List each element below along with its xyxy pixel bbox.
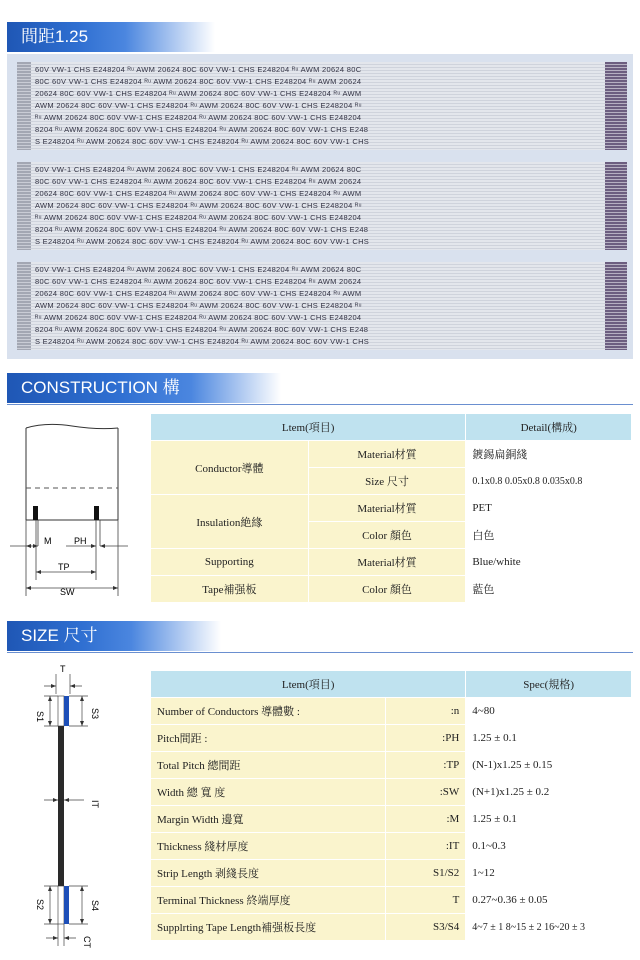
construction-attr: Material材質: [308, 495, 466, 522]
size-item-name: Strip Length 剥綫長度: [151, 860, 386, 887]
construction-detail: 0.1x0.8 0.05x0.8 0.035x0.8: [466, 468, 632, 495]
construction-title: CONSTRUCTION 構造: [21, 378, 180, 427]
cable-strip: [17, 62, 627, 150]
size-item-spec: 1.25 ± 0.1: [466, 806, 632, 833]
construction-detail: PET: [466, 495, 632, 522]
cable-print-line: S E248204 ᴿᵘ AWM 20624 80C 60V VW-1 CHS E248204 ᴿᵘ AWM 20624 80C 60V VW-1 CHS: [35, 137, 370, 146]
size-item-spec: 0.1~0.3: [466, 833, 632, 860]
size-diagram: [30, 660, 110, 950]
cable-print-line: ᴿᵘ AWM 20624 80C 60V VW-1 CHS E248204 ᴿᵘ AWM 20624 80C 60V VW-1 CHS E248204: [35, 313, 362, 322]
label-ph: PH: [74, 536, 87, 546]
cable-print-line: AWM 20624 80C 60V VW-1 CHS E248204 ᴿᵘ AWM 20624 80C 60V VW-1 CHS E248204 ᴿᵘ: [35, 301, 362, 310]
construction-detail-header: Detail(構成): [466, 414, 632, 441]
construction-detail: 白色: [466, 522, 632, 549]
label-s1: S1: [35, 711, 45, 723]
size-item-name: Width 總 寬 度: [151, 779, 386, 806]
construction-detail: 藍色: [466, 576, 632, 603]
size-item-name: Thickness 綫材厚度: [151, 833, 386, 860]
label-ct: CT: [82, 936, 92, 948]
size-item-symbol: :SW: [386, 779, 466, 806]
cable-photo: [7, 54, 633, 359]
size-item-symbol: :IT: [386, 833, 466, 860]
construction-group: Insulation絶緣: [151, 495, 309, 549]
construction-detail: Blue/white: [466, 549, 632, 576]
label-t: T: [60, 664, 66, 674]
label-it: IT: [90, 800, 100, 808]
construction-attr: Color 顏色: [308, 576, 466, 603]
construction-item-header: Ltem(項目): [151, 414, 466, 441]
cable-print-line: 20624 80C 60V VW-1 CHS E248204 ᴿᵘ AWM 20624 80C 60V VW-1 CHS E248204 ᴿᵘ AWM: [35, 89, 362, 98]
size-item-spec: 4~80: [466, 698, 632, 725]
cable-print-line: 60V VW-1 CHS E248204 ᴿᵘ AWM 20624 80C 60V VW-1 CHS E248204 ᴿᵘ AWM 20624 80C: [35, 265, 362, 274]
size-item-symbol: S1/S2: [386, 860, 466, 887]
cable-print-line: S E248204 ᴿᵘ AWM 20624 80C 60V VW-1 CHS E248204 ᴿᵘ AWM 20624 80C 60V VW-1 CHS: [35, 237, 370, 246]
size-spec-header: Spec(規格): [466, 671, 632, 698]
construction-detail: 鍍錫扁銅綫: [466, 441, 632, 468]
construction-attr: Size 尺寸: [308, 468, 466, 495]
cable-print-line: ᴿᵘ AWM 20624 80C 60V VW-1 CHS E248204 ᴿᵘ AWM 20624 80C 60V VW-1 CHS E248204: [35, 113, 362, 122]
cable-print-line: 80C 60V VW-1 CHS E248204 ᴿᵘ AWM 20624 80C 60V VW-1 CHS E248204 ᴿᵘ AWM 20624: [35, 177, 362, 186]
title-banner: [7, 22, 125, 52]
construction-attr: Color 顏色: [308, 522, 466, 549]
size-item-name: Margin Width 邊寬: [151, 806, 386, 833]
cable-print-line: 20624 80C 60V VW-1 CHS E248204 ᴿᵘ AWM 20624 80C 60V VW-1 CHS E248204 ᴿᵘ AWM: [35, 289, 362, 298]
size-item-name: Number of Conductors 導體數 :: [151, 698, 386, 725]
size-item-name: Terminal Thickness 終端厚度: [151, 887, 386, 914]
size-table: [150, 670, 632, 941]
cable-strip: [17, 262, 627, 350]
cable-print-line: ᴿᵘ AWM 20624 80C 60V VW-1 CHS E248204 ᴿᵘ AWM 20624 80C 60V VW-1 CHS E248204: [35, 213, 362, 222]
page-title: 間距1.25: [21, 27, 89, 46]
label-s3: S3: [90, 708, 100, 720]
cable-print-line: 80C 60V VW-1 CHS E248204 ᴿᵘ AWM 20624 80C 60V VW-1 CHS E248204 ᴿᵘ AWM 20624: [35, 277, 362, 286]
cable-strip: [17, 162, 627, 250]
cable-print-line: 20624 80C 60V VW-1 CHS E248204 ᴿᵘ AWM 20624 80C 60V VW-1 CHS E248204 ᴿᵘ AWM: [35, 189, 362, 198]
size-title: SIZE 尺寸: [21, 626, 98, 645]
size-item-symbol: :TP: [386, 752, 466, 779]
cable-print-line: 80C 60V VW-1 CHS E248204 ᴿᵘ AWM 20624 80C 60V VW-1 CHS E248204 ᴿᵘ AWM 20624: [35, 77, 362, 86]
construction-banner: [7, 373, 191, 427]
cable-print-line: 60V VW-1 CHS E248204 ᴿᵘ AWM 20624 80C 60V VW-1 CHS E248204 ᴿᵘ AWM 20624 80C: [35, 65, 362, 74]
cable-print-line: S E248204 ᴿᵘ AWM 20624 80C 60V VW-1 CHS E248204 ᴿᵘ AWM 20624 80C 60V VW-1 CHS: [35, 337, 370, 346]
cable-print-line: 60V VW-1 CHS E248204 ᴿᵘ AWM 20624 80C 60V VW-1 CHS E248204 ᴿᵘ AWM 20624 80C: [35, 165, 362, 174]
label-s4: S4: [90, 900, 100, 912]
size-item-spec: (N+1)x1.25 ± 0.2: [466, 779, 632, 806]
label-s2: S2: [35, 899, 45, 911]
construction-table: [150, 413, 632, 603]
size-item-name: Total Pitch 總間距: [151, 752, 386, 779]
construction-attr: Material材質: [308, 549, 466, 576]
size-banner: [7, 621, 131, 651]
size-item-spec: 1~12: [466, 860, 632, 887]
cable-print-line: AWM 20624 80C 60V VW-1 CHS E248204 ᴿᵘ AWM 20624 80C 60V VW-1 CHS E248204 ᴿᵘ: [35, 201, 362, 210]
construction-group: Tape補强板: [151, 576, 309, 603]
cable-print-line: 8204 ᴿᵘ AWM 20624 80C 60V VW-1 CHS E248204 ᴿᵘ AWM 20624 80C 60V VW-1 CHS E248: [35, 125, 369, 134]
cable-print-line: 8204 ᴿᵘ AWM 20624 80C 60V VW-1 CHS E248204 ᴿᵘ AWM 20624 80C 60V VW-1 CHS E248: [35, 325, 369, 334]
cable-print-line: 8204 ᴿᵘ AWM 20624 80C 60V VW-1 CHS E248204 ᴿᵘ AWM 20624 80C 60V VW-1 CHS E248: [35, 225, 369, 234]
size-item-symbol: :n: [386, 698, 466, 725]
construction-attr: Material材質: [308, 441, 466, 468]
construction-group: Supporting: [151, 549, 309, 576]
size-item-symbol: T: [386, 887, 466, 914]
size-item-spec: 1.25 ± 0.1: [466, 725, 632, 752]
label-sw: SW: [60, 587, 75, 597]
size-item-spec: (N-1)x1.25 ± 0.15: [466, 752, 632, 779]
size-item-header: Ltem(項目): [151, 671, 466, 698]
cable-print-line: AWM 20624 80C 60V VW-1 CHS E248204 ᴿᵘ AWM 20624 80C 60V VW-1 CHS E248204 ᴿᵘ: [35, 101, 362, 110]
size-item-spec: 0.27~0.36 ± 0.05: [466, 887, 632, 914]
size-item-name: Supplrting Tape Length補强板長度: [151, 914, 386, 941]
size-item-symbol: :M: [386, 806, 466, 833]
size-item-symbol: :PH: [386, 725, 466, 752]
size-item-name: Pitch間距 :: [151, 725, 386, 752]
size-item-spec: 4~7 ± 1 8~15 ± 2 16~20 ± 3: [466, 914, 632, 941]
label-tp: TP: [58, 562, 70, 572]
size-item-symbol: S3/S4: [386, 914, 466, 941]
label-m: M: [44, 536, 52, 546]
construction-group: Conductor導體: [151, 441, 309, 495]
construction-diagram: [6, 420, 136, 610]
